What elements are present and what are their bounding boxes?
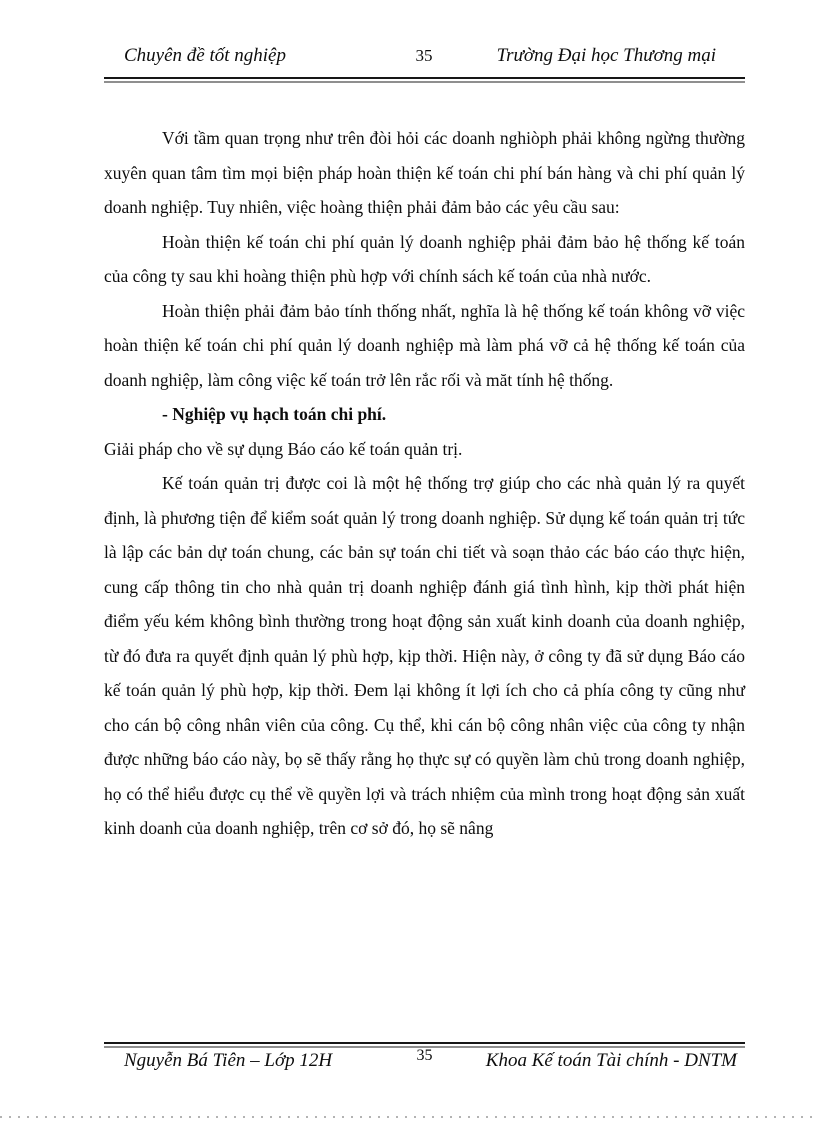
paragraph-requirement-2: Hoàn thiện phải đảm bảo tính thống nhất, nghĩa là hệ thống kế toán không vỡ việc hoàn thiện kế toán chi phí quản lý doanh nghiệp mà làm phá vỡ cả hệ thống kế toán của doanh nghiệp, làm công việc kế toán trở lên rắc rối và măt tính hệ thống. [104,300,745,390]
document-body [104,121,745,846]
footer-department: Khoa Kế toán Tài chính - DNTM [485,1050,737,1071]
footer-author: Nguyễn Bá Tiên – Lớp 12H [124,1050,333,1071]
paragraph-solution-intro: Giải pháp cho về sự dụng Báo cáo kế toán quản trị. [104,438,463,459]
paragraph-requirements-intro: Với tầm quan trọng như trên đòi hỏi các doanh nghiòph phải không ngừng thường xuyên quan tâm tìm mọi biện pháp hoàn thiện kế toán chi phí bán hàng và chi phí quản lý doanh nghiệp. Tuy nhiên, việc hoàng thiện phải đảm bảo các yêu cầu sau: [104,128,745,217]
page-header [104,45,744,67]
section-heading-cost-accounting: - Nghiệp vụ hạch toán chi phí. [162,404,387,424]
footer-page-number: 35 [416,1047,433,1064]
header-left-title: Chuyên đề tốt nghiệp [124,45,286,66]
header-right-title: Trường Đại học Thương mại [496,45,716,66]
header-double-rule [104,77,745,83]
header-page-number: 35 [415,46,433,65]
paragraph-requirement-1: Hoàn thiện kế toán chi phí quản lý doanh nghiệp phải đảm bảo hệ thống kế toán của công ty sau khi hoàng thiện phù hợp với chính sách kế toán của nhà nước. [104,231,745,286]
page-footer [104,1047,745,1072]
paragraph-management-accounting: Kế toán quản trị được coi là một hệ thống trợ giúp cho các nhà quản lý ra quyết định, là phương tiện để kiểm soát quản lý trong doanh nghiệp. Sử dụng kế toán quản trị tức là lập các bản dự toán chung, các bản sự toán chi tiết và soạn thảo các báo cáo thực hiện, cung cấp thông tin cho nhà quản trị doanh nghiệp đánh giá tình hình, kịp thời phát hiện điểm yếu kém không bình thường trong hoạt động sản xuất kinh doanh của doanh nghiệp, từ đó đưa ra quyết định quản lý phù hợp, kịp thời. Hiện này, ở công ty đã sử dụng Báo cáo kế toán quản lý phù hợp, kịp thời. Đem lại không ít lợi ích cho cả phía công ty cũng như cho cán bộ công nhân viên của công. Cụ thể, khi cán bộ công nhân việc của công ty nhận được những báo cáo này, bọ sẽ thấy rằng họ thực sự có quyền làm chủ trong doanh nghiệp, họ có thể hiểu được cụ thể về quyền lợi và trách nhiệm của mình trong hoạt động sản xuất kinh doanh của doanh nghiệp, trên cơ sở đó, họ sẽ nâng [104,473,745,838]
page-boundary-dotted-line [0,1116,816,1118]
